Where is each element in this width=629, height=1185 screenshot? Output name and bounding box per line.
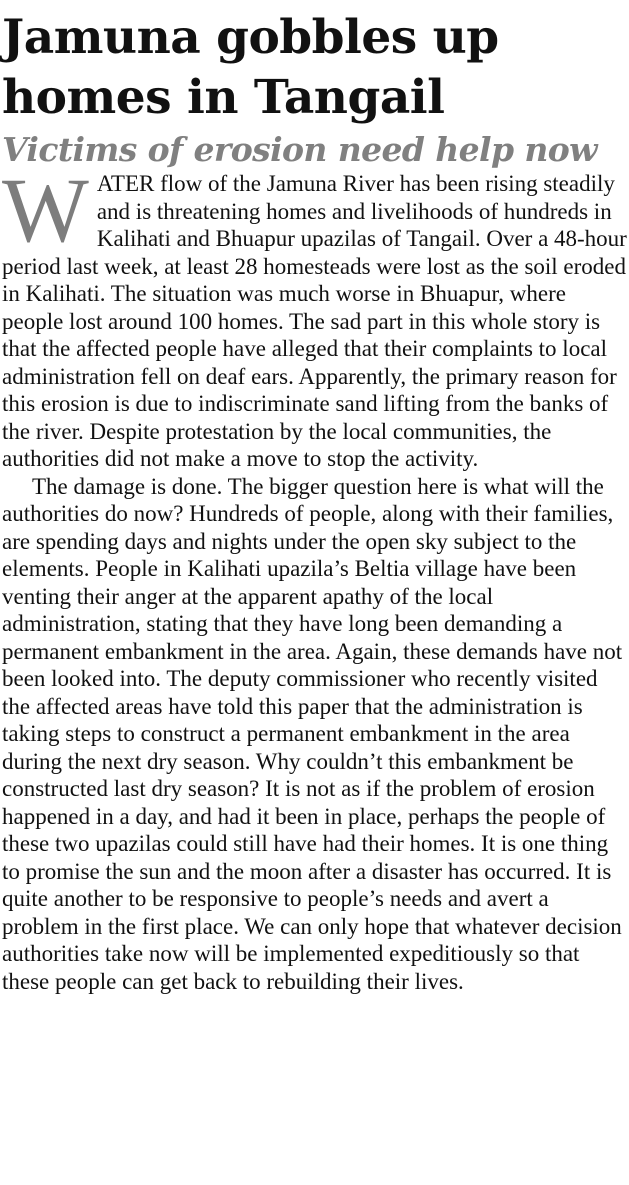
paragraph-1-text: flow of the Jamuna River has been rising steadily and is threatening homes and livelihoods of hundreds in Kalihati and Bhuapur upazilas of Tangail. Over a 48-hour period last week, at least 28 homesteads were lost as the soil eroded in Kalihati. The situation was much worse in Bhuapur, where people lost around 100 homes. The sad part in this whole story is that the affected people have alleged that their complaints to local administration fell on deaf ears. Apparently, the primary reason for this erosion is due to indiscriminate sand lifting from the banks of the river. Despite protestation by the local communities, the authorities did not make a move to stop the activity. [2,171,627,471]
lead-in-words: ATER [96,171,155,196]
subheadline: Victims of erosion need help now [2,130,597,169]
editorial-article [2,0,627,995]
headline: Jamuna gobbles up homes in Tangail [2,10,499,125]
drop-cap: W [2,159,89,261]
article-body [2,159,627,995]
paragraph-1 [2,159,627,473]
paragraph-2: The damage is done. The bigger question here is what will the authorities do now? Hundreds of people, along with their families, are spending days and nights under the open sky subject to the elements. People in Kalihati upazila’s Beltia village have been venting their anger at the apparent apathy of the local administration, stating that they have long been demanding a permanent embankment in the area. Again, these demands have not been looked into. The deputy commissioner who recently visited the affected areas have told this paper that the administration is taking steps to construct a permanent embankment in the area during the next dry season. Why couldn’t this embankment be constructed last dry season? It is not as if the problem of erosion happened in a day, and had it been in place, perhaps the people of these two upazilas could still have had their homes. It is one thing to promise the sun and the moon after a disaster has occurred. It is quite another to be responsive to people’s needs and avert a problem in the first place. We can only hope that whatever decision authorities take now will be implemented expeditiously so that these people can get back to rebuilding their lives. [2,473,623,994]
